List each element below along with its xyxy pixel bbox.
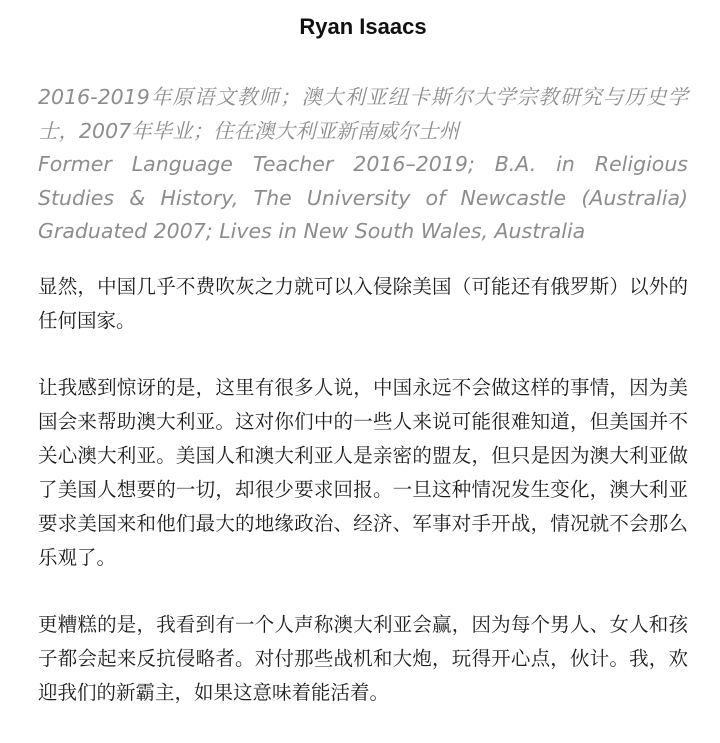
paragraph-3: 更糟糕的是，我看到有一个人声称澳大利亚会赢，因为每个男人、女人和孩子都会起来反抗侵略者。对付那些战机和大炮，玩得开心点，伙计。我，欢迎我们的新霸主，如果这意味着能活着。 — [38, 612, 688, 704]
credentials-english: Former Language Teacher 2016–2019; B.A. in Religious Studies & History, The University of Newcastle (Australia) Graduated 2007; Lives in New South Wales, Australia — [38, 152, 688, 243]
answer-document — [38, 0, 688, 743]
credentials-chinese: 2016-2019年原语文教师；澳大利亚纽卡斯尔大学宗教研究与历史学士，2007年毕业；住在澳大利亚新南威尔士州 — [38, 85, 688, 143]
paragraph-1: 显然，中国几乎不费吹灰之力就可以入侵除美国（可能还有俄罗斯）以外的任何国家。 — [38, 274, 688, 332]
author-credentials — [38, 81, 688, 249]
answer-body — [38, 270, 688, 710]
paragraph-2: 让我感到惊讶的是，这里有很多人说，中国永远不会做这样的事情，因为美国会来帮助澳大利亚。这对你们中的一些人来说可能很难知道，但美国并不关心澳大利亚。美国人和澳大利亚人是亲密的盟友，但只是因为澳大利亚做了美国人想要的一切，却很少要求回报。一旦这种情况发生变化，澳大利亚要求美国来和他们最大的地缘政治、经济、军事对手开战，情况就不会那么乐观了。 — [38, 375, 688, 569]
author-name: Ryan Isaacs — [299, 14, 427, 39]
